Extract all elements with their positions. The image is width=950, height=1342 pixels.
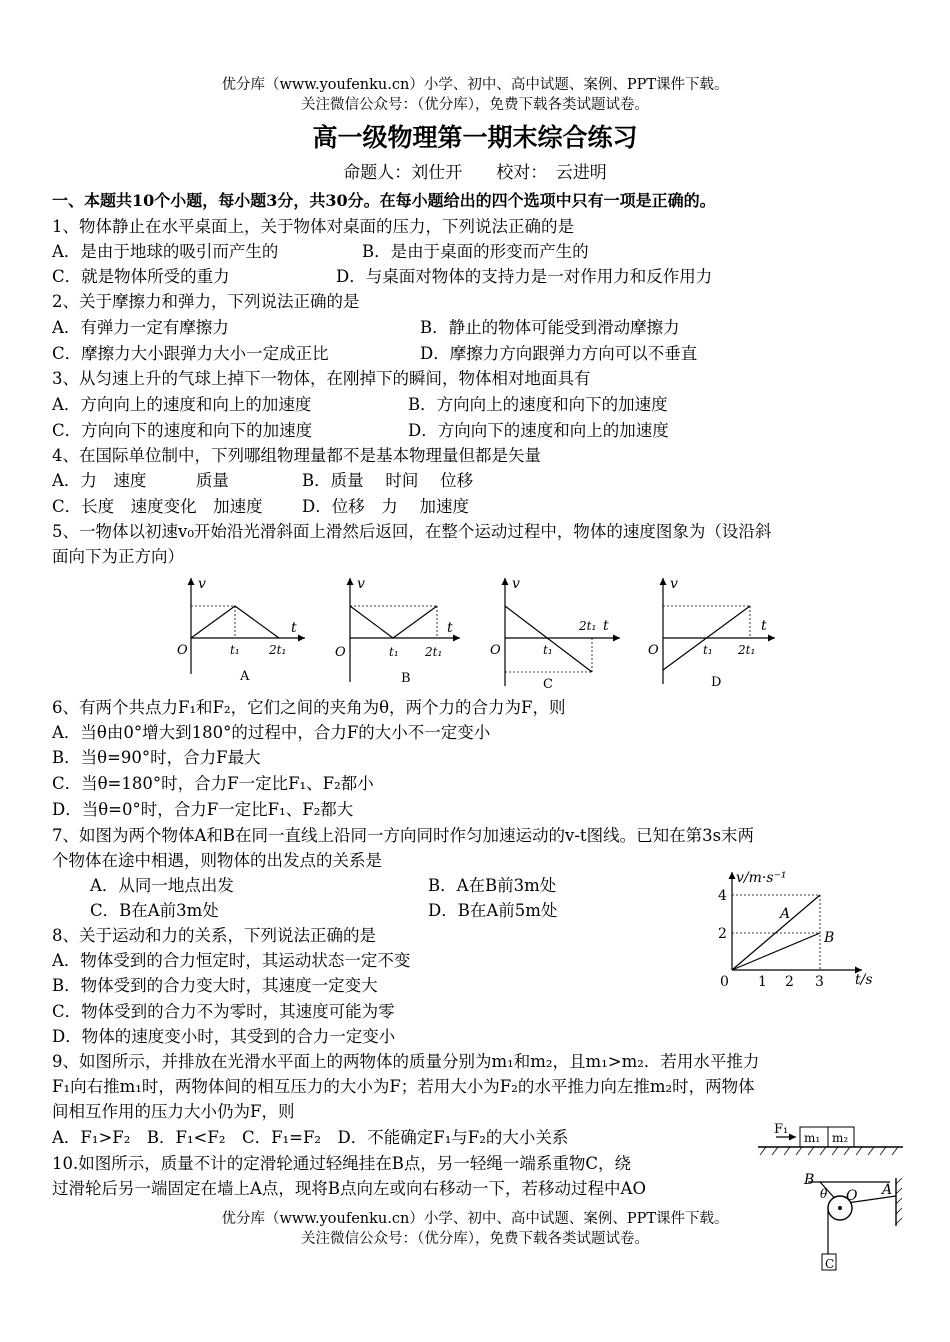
q7-y-tick-2: 2 (718, 926, 727, 942)
q7-x-tick-3: 3 (815, 974, 824, 990)
q7-x-tick-1: 1 (758, 974, 767, 990)
q5-stem-line-1: 5、一物体以初速v₀开始沿光滑斜面上滑然后返回，在整个运动过程中，物体的速度图象为（设沿斜 (52, 522, 772, 541)
q10-label-theta: θ (820, 1187, 828, 1201)
q1-option-b: B．是由于桌面的形变而产生的 (362, 242, 589, 261)
q7-stem-line-1: 7、如图为两个物体A和B在同一直线上沿同一方向同时作匀加速运动的v-t图线。已知在第3s末两 (52, 826, 755, 845)
q9-stem-line-1: 9、如图所示，并排放在光滑水平面上的两物体的质量分别为m₁和m₂，且m₁>m₂．若用水平推力 (52, 1052, 760, 1071)
q4-option-d: D．位移 力 加速度 (302, 497, 469, 516)
q1-option-a: A．是由于地球的吸引而产生的 (52, 242, 279, 261)
q5-graph-b-t1: t₁ (389, 645, 399, 659)
q7-line-a-label: A (780, 906, 791, 922)
q10-label-a: A (882, 1182, 893, 1198)
q5-graph-a-t1: t₁ (230, 643, 240, 657)
page-title: 高一级物理第一期末综合练习 (312, 123, 638, 152)
q7-line-b-label: B (824, 930, 835, 946)
q5-graph-c-caption: C (543, 677, 553, 692)
q5-graph-b-origin: O (335, 645, 346, 660)
q5-graph-a-origin: O (177, 643, 188, 658)
q9-m1-label: m₁ (804, 1131, 821, 1145)
q5-graph-b-t-label: t (447, 620, 453, 636)
q5-graph-a-t-label: t (291, 620, 297, 636)
q7-stem-line-2: 个物体在途中相遇，则物体的出发点的关系是 (52, 851, 382, 870)
q8-option-d: D．物体的速度变小时，其受到的合力一定变小 (52, 1027, 396, 1046)
q7-option-a: A．从同一地点出发 (90, 876, 234, 895)
q10-label-c: C (825, 1257, 835, 1271)
q4-option-b: B．质量 时间 位移 (302, 471, 474, 490)
q3-option-b: B．方向向上的速度和向下的加速度 (408, 395, 668, 414)
q6-stem: 6、有两个共点力F₁和F₂，它们之间的夹角为θ，两个力的合力为F，则 (52, 698, 566, 717)
q5-graph-a (177, 576, 305, 684)
q10-label-b: B (804, 1172, 815, 1188)
q7-line-b (732, 933, 820, 970)
q3-option-c: C．方向向下的速度和向下的加速度 (52, 421, 313, 440)
q4-stem: 4、在国际单位制中，下列哪组物理量都不是基本物理量但都是矢量 (52, 446, 541, 465)
q1-option-d: D．与桌面对物体的支持力是一对作用力和反作用力 (336, 267, 713, 286)
q5-stem-line-2: 面向下为正方向） (52, 547, 184, 566)
q10-stem-line-2: 过滑轮后另一端固定在墙上A点，现将B点向左或向右移动一下，若移动过程中AO (52, 1179, 646, 1198)
footer-line-1: 优分库（www.youfenku.cn）小学、初中、高中试题、案例、PPT课件下载。 (221, 1211, 729, 1227)
q5-graph-c-v-label: v (512, 576, 520, 592)
q5-graph-c (490, 576, 620, 692)
q5-graph-d-v-label: v (670, 576, 678, 592)
q5-graph-b-v-label: v (357, 576, 365, 592)
q5-graph-c-origin: O (490, 643, 501, 658)
q6-option-a: A．当θ由0°增大到180°的过程中，合力F的大小不一定变小 (52, 723, 491, 742)
q9-stem-line-3: 间相互作用的压力大小仍为F，则 (52, 1102, 295, 1121)
q7-option-d: D．B在A前5m处 (428, 901, 558, 920)
q7-y-axis-label: v/m·s⁻¹ (736, 870, 787, 886)
q8-option-a: A．物体受到的合力恒定时，其运动状态一定不变 (52, 951, 411, 970)
q3-option-a: A．方向向上的速度和向上的加速度 (52, 395, 312, 414)
q5-graph-a-caption: A (240, 669, 250, 684)
q5-graph-b-caption: B (401, 671, 411, 686)
q2-option-a: A．有弹力一定有摩擦力 (52, 318, 229, 337)
q5-graph-c-t1: t₁ (543, 643, 553, 657)
q6-option-c: C．当θ=180°时，合力F一定比F₁、F₂都小 (52, 774, 374, 793)
q9-m2-label: m₂ (832, 1131, 849, 1145)
q5-graph-d-t-label: t (761, 618, 767, 634)
q5-graph-c-2t1: 2t₁ (579, 619, 597, 633)
q3-option-d: D．方向向下的速度和向上的加速度 (408, 421, 669, 440)
q1-stem: 1、物体静止在水平桌面上，关于物体对桌面的压力，下列说法正确的是 (52, 217, 574, 236)
q9-stem-line-2: F₁向右推m₁时，两物体间的相互压力的大小为F；若用大小为F₂的水平推力向左推m₂时，两物体 (52, 1077, 755, 1096)
header-line-1: 优分库（www.youfenku.cn）小学、初中、高中试题、案例、PPT课件下载。 (221, 77, 729, 93)
q5-graph-d-2t1: 2t₁ (738, 643, 756, 657)
header-line-2: 关注微信公众号：（优分库），免费下载各类试题试卷。 (301, 97, 649, 113)
q1-option-c: C．就是物体所受的重力 (52, 267, 230, 286)
q7-vt-graph (712, 866, 892, 992)
q5-velocity-graphs (165, 572, 785, 694)
q5-graph-c-t-label: t (603, 618, 609, 634)
q7-x-tick-2: 2 (785, 974, 794, 990)
q7-x-tick-0: 0 (720, 974, 729, 990)
q8-option-c: C．物体受到的合力不为零时，其速度可能为零 (52, 1002, 395, 1021)
q6-option-d: D．当θ=0°时，合力F一定比F₁、F₂都大 (52, 800, 354, 819)
q2-stem: 2、关于摩擦力和弹力，下列说法正确的是 (52, 292, 360, 311)
q5-graph-d-t1: t₁ (703, 643, 713, 657)
q5-graph-b-2t1: 2t₁ (425, 645, 443, 659)
q4-option-a: A．力 速度 质量 (52, 471, 229, 490)
q2-option-d: D．摩擦力方向跟弹力方向可以不垂直 (420, 344, 698, 363)
q8-option-b: B．物体受到的合力变大时，其速度一定变大 (52, 976, 378, 995)
q5-graph-a-2t1: 2t₁ (269, 643, 287, 657)
q9-f1-label: F₁ (774, 1122, 789, 1137)
q9-options: A．F₁>F₂ B．F₁<F₂ C．F₁=F₂ D．不能确定F₁与F₂的大小关系 (52, 1128, 569, 1147)
q2-option-c: C．摩擦力大小跟弹力大小一定成正比 (52, 344, 329, 363)
q5-graph-d-origin: O (648, 643, 659, 658)
q7-line-a (732, 895, 820, 970)
q10-stem-line-1: 10.如图所示，质量不计的定滑轮通过轻绳挂在B点，另一轻绳一端系重物C，绕 (52, 1154, 631, 1173)
q2-option-b: B．静止的物体可能受到滑动摩擦力 (420, 318, 680, 337)
q7-option-c: C．B在A前3m处 (90, 901, 219, 920)
footer-line-2: 关注微信公众号：（优分库），免费下载各类试题试卷。 (301, 1231, 649, 1247)
q9-blocks-figure (758, 1117, 908, 1163)
q7-x-axis-label: t/s (855, 972, 873, 988)
q8-stem: 8、关于运动和力的关系，下列说法正确的是 (52, 926, 376, 945)
q5-graph-b-line (350, 606, 437, 638)
q7-option-b: B．A在B前3m处 (428, 876, 557, 895)
q5-graph-d (648, 576, 775, 690)
q6-option-b: B．当θ=90°时，合力F最大 (52, 748, 261, 767)
q4-option-c: C．长度 速度变化 加速度 (52, 497, 263, 516)
q3-stem: 3、从匀速上升的气球上掉下一物体，在刚掉下的瞬间，物体相对地面具有 (52, 369, 591, 388)
q10-label-o: O (846, 1188, 858, 1204)
q5-graph-d-caption: D (711, 675, 722, 690)
q5-graph-a-v-label: v (198, 576, 206, 592)
section-1-heading: 一、本题共10个小题，每小题3分，共30分。在每小题给出的四个选项中只有一项是正确的。 (52, 191, 716, 210)
authors: 命题人：刘仕开 校对： 云进明 (343, 163, 607, 183)
q5-graph-c-line (505, 606, 592, 672)
q5-graph-b (335, 576, 460, 686)
q7-y-tick-4: 4 (718, 888, 727, 904)
